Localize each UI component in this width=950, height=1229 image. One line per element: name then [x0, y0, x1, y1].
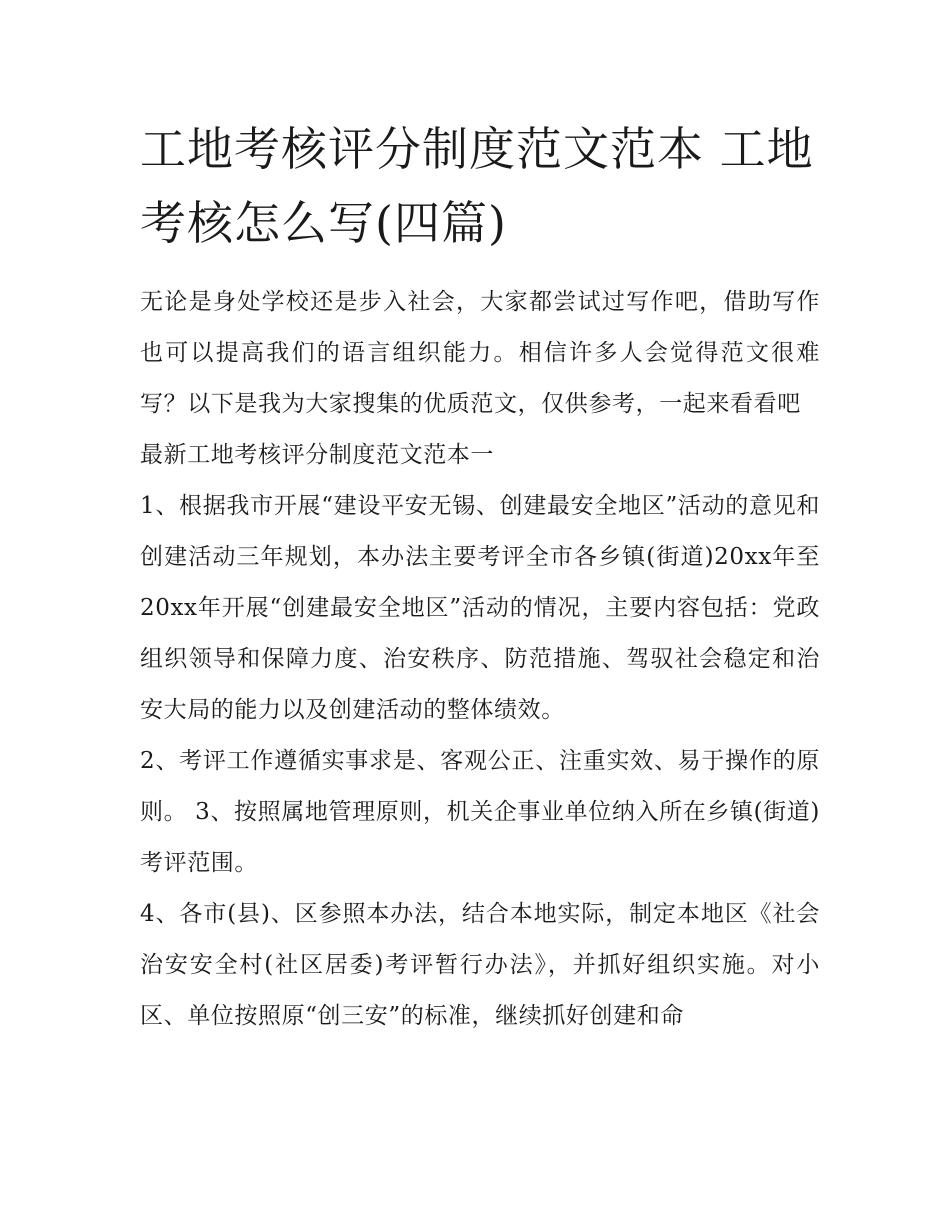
clause-4-paragraph: 4、各市(县)、区参照本办法，结合本地实际，制定本地区《社会治安安全村(社区居委)考评暂行办法》，并抓好组织实施。对小区、单位按照原“创三安”的标准，继续抓好创建和命 [140, 901, 820, 1029]
clause-1-paragraph: 1、根据我市开展“建设平安无锡、创建最安全地区”活动的意见和创建活动三年规划，本办法主要考评全市各乡镇(街道)20xx年至20xx年开展“创建最安全地区”活动的情况，主要内容包括：党政组织领导和保障力度、治安秩序、防范措施、驾驭社会稳定和治安大局的能力以及创建活动的整体绩效。 [140, 493, 820, 723]
document-body [140, 277, 820, 1042]
document-title: 工地考核评分制度范文范本 工地考核怎么写(四篇) [140, 122, 814, 250]
clause-2-3-paragraph: 2、考评工作遵循实事求是、客观公正、注重实效、易于操作的原则。 3、按照属地管理原则，机关企事业单位纳入所在乡镇(街道)考评范围。 [140, 748, 820, 876]
section-heading: 最新工地考核评分制度范文范本一 [140, 442, 494, 468]
intro-paragraph: 无论是身处学校还是步入社会，大家都尝试过写作吧，借助写作也可以提高我们的语言组织能力。相信许多人会觉得范文很难写？以下是我为大家搜集的优质范文，仅供参考，一起来看看吧 [140, 289, 820, 417]
